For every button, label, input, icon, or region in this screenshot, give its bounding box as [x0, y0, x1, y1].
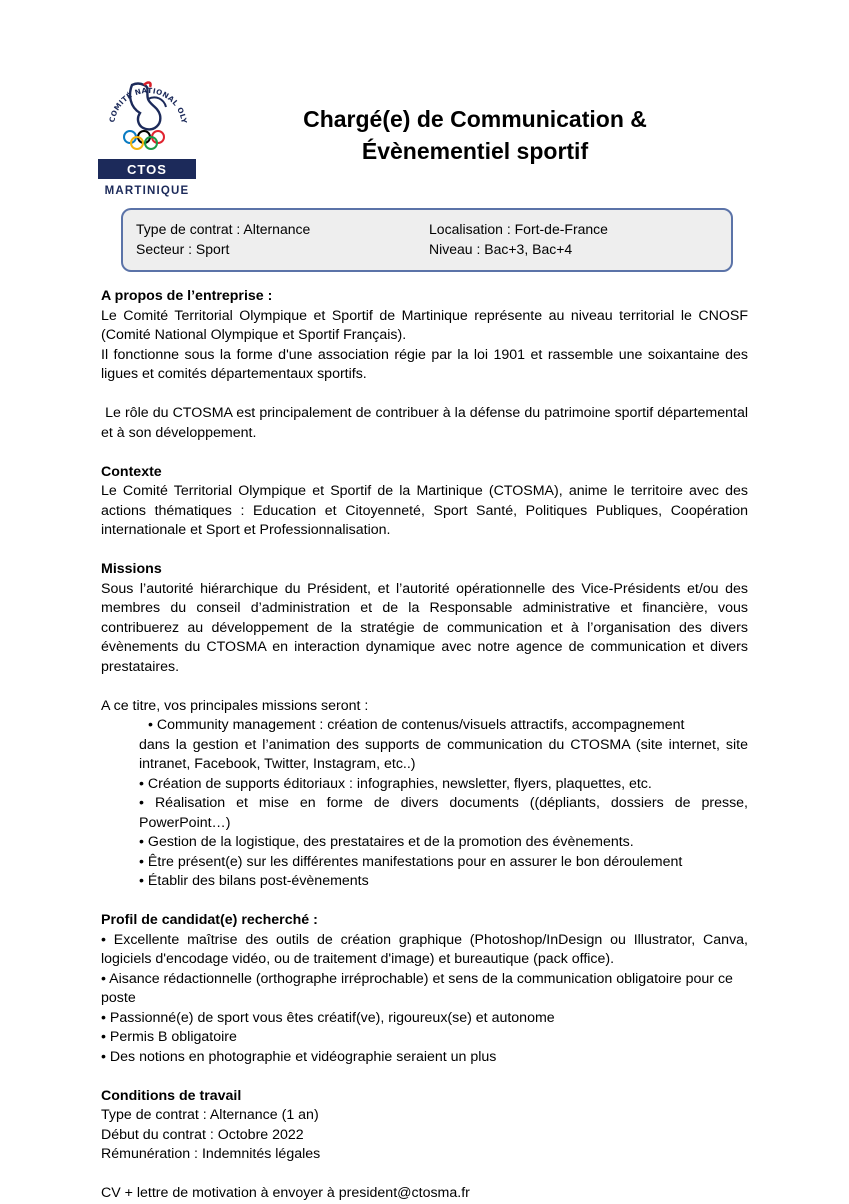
about-paragraph-2: Il fonctionne sous la forme d'une association régie par la loi 1901 et rassemble une soixantaine des ligues et comités départementaux sportifs.	[101, 346, 748, 382]
conditions-start: Début du contrat : Octobre 2022	[101, 1126, 304, 1143]
level: Niveau : Bac+3, Bac+4	[429, 241, 573, 257]
mission-item-1-line-1: • Community management : création de contenus/visuels attractifs, accompagnement	[148, 717, 685, 733]
job-description	[101, 287, 752, 1204]
sector: Secteur : Sport	[136, 241, 230, 257]
contract-type: Type de contrat : Alternance	[136, 221, 311, 237]
title-line-1: Chargé(e) de Communication &	[303, 106, 647, 132]
mission-item-2: • Création de supports éditoriaux : infographies, newsletter, flyers, plaquettes, etc.	[139, 775, 652, 792]
mission-item-1-rest: dans la gestion et l’animation des supports de communication du CTOSMA (site internet, site intranet, Facebook, Twitter, Instagram, etc..)	[139, 736, 748, 772]
missions-intro: A ce titre, vos principales missions seront :	[101, 697, 369, 714]
profile-item-1: • Excellente maîtrise des outils de création graphique (Photoshop/InDesign ou Illustrator, Canva, logiciels d'encodage vidéo, ou de traitement d'image) et bureautique (pack office).	[101, 931, 748, 967]
ctos-logo-graphic	[92, 55, 202, 200]
olympic-rings-icon	[124, 131, 164, 149]
profile-item-3: • Passionné(e) de sport vous êtes créatif(ve), rigoureux(se) et autonome	[101, 1009, 555, 1026]
title-line-2: Évènementiel sportif	[361, 138, 589, 164]
conditions-contract: Type de contrat : Alternance (1 an)	[101, 1107, 319, 1123]
missions-text: Sous l’autorité hiérarchique du Président, et l’autorité opérationnelle des Vice-Présidents et/ou des membres du conseil d’administration et de la Responsable administrative et financière, vous contribuerez au développement de la stratégie de communication et à l’organisation des divers évènements du CTOSMA en interaction dynamique avec notre agence de communication et divers prestataires.	[101, 580, 748, 675]
ctos-martinique-logo	[92, 55, 202, 200]
missions-heading: Missions	[101, 561, 162, 577]
apply-instructions: CV + lettre de motivation à envoyer à president@ctosma.fr	[101, 1185, 470, 1201]
conditions-heading: Conditions de travail	[101, 1087, 242, 1104]
logo-band-text: CTOS	[127, 162, 167, 177]
mission-item-4: • Gestion de la logistique, des prestataires et de la promotion des évènements.	[139, 834, 634, 850]
about-heading: A propos de l’entreprise :	[101, 288, 273, 304]
profile-item-5: • Des notions en photographie et vidéographie seraient un plus	[101, 1048, 497, 1065]
location: Localisation : Fort-de-France	[429, 221, 608, 237]
job-info-box	[121, 208, 733, 272]
mission-item-5: • Être présent(e) sur les différentes manifestations pour en assurer le bon déroulement	[139, 853, 683, 870]
mission-item-6: • Établir des bilans post-évènements	[139, 873, 369, 889]
profile-item-4: • Permis B obligatoire	[101, 1029, 237, 1045]
about-paragraph-1: Le Comité Territorial Olympique et Sportif de Martinique représente au niveau territorial le CNOSF (Comité National Olympique et Sportif Français).	[101, 307, 748, 343]
about-paragraph-3: Le rôle du CTOSMA est principalement de contribuer à la défense du patrimoine sportif départemental et à son développement.	[101, 405, 752, 441]
logo-ring-text: COMITÉ NATIONAL OLY	[107, 85, 189, 125]
conditions-pay: Rémunération : Indemnités légales	[101, 1146, 321, 1162]
logo-sub-text: MARTINIQUE	[104, 185, 190, 197]
context-text: Le Comité Territorial Olympique et Sportif de la Martinique (CTOSMA), anime le territoire avec des actions thématiques : Education et Citoyenneté, Sport Santé, Politiques Publiques, Coopération internationale et Sport et Professionnalisation.	[101, 483, 748, 538]
profile-heading: Profil de candidat(e) recherché :	[101, 912, 318, 928]
context-heading: Contexte	[101, 463, 162, 480]
page-title	[230, 103, 720, 167]
profile-item-2: • Aisance rédactionnelle (orthographe irréprochable) et sens de la communication obligatoire pour ce poste	[101, 970, 733, 1006]
mission-item-3: • Réalisation et mise en forme de divers documents ((dépliants, dossiers de presse, PowerPoint…)	[139, 795, 748, 831]
